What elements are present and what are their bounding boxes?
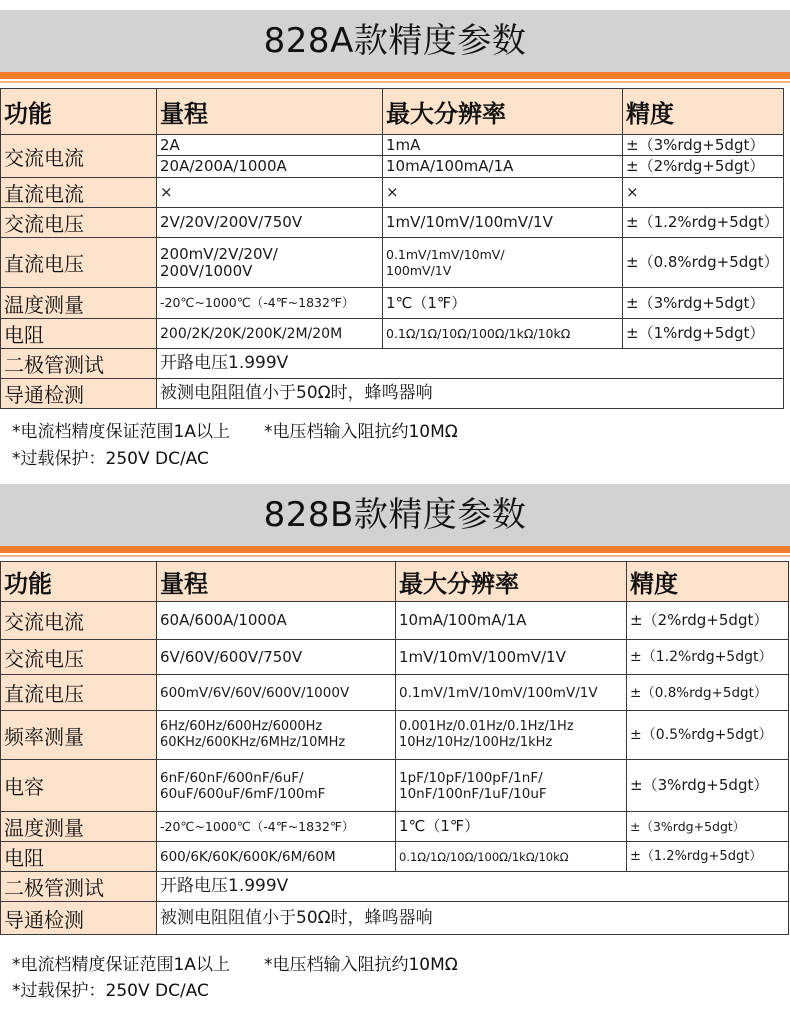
table-row <box>1 902 789 935</box>
accuracy-cell: × <box>623 178 784 208</box>
accent-stripe <box>0 546 790 553</box>
table-row <box>1 640 789 675</box>
header-accuracy: 精度 <box>627 562 789 602</box>
note-current: *电流档精度保证范围1A以上 <box>12 955 230 975</box>
spec-table-a <box>0 88 784 409</box>
resolution-line: 0.001Hz/0.01Hz/0.1Hz/1Hz <box>399 719 574 734</box>
function-cell: 二极管测试 <box>1 872 157 902</box>
note-current: *电流档精度保证范围1A以上 <box>12 422 230 442</box>
range-line: 6Hz/60Hz/600Hz/6000Hz <box>160 719 323 734</box>
note-impedance: *电压档输入阻抗约10MΩ <box>263 955 458 975</box>
accuracy-cell: ±（1%rdg+5dgt） <box>623 319 784 349</box>
table-row <box>1 319 784 349</box>
function-cell: 交流电压 <box>1 640 157 675</box>
accuracy-cell: ±（0.5%rdg+5dgt） <box>627 711 789 760</box>
resolution-line: 0.1mV/1mV/10mV/ <box>386 246 505 262</box>
section-b-title: 828B款精度参数 <box>0 484 790 546</box>
accuracy-cell: ±（2%rdg+5dgt） <box>627 602 789 640</box>
note-overload: *过载保护：250V DC/AC <box>12 449 209 469</box>
spec-table-b <box>0 561 789 935</box>
function-cell: 频率测量 <box>1 711 157 760</box>
range-cell: 600/6K/60K/600K/6M/60M <box>157 842 396 872</box>
range-line: 200V/1000V <box>160 261 253 280</box>
resolution-line: 100mV/1V <box>386 262 452 278</box>
header-range: 量程 <box>157 562 396 602</box>
note-impedance: *电压档输入阻抗约10MΩ <box>263 422 458 442</box>
notes-line <box>12 420 458 444</box>
accuracy-cell: ±（1.2%rdg+5dgt） <box>627 842 789 872</box>
span-cell: 开路电压1.999V <box>157 349 784 379</box>
table-row <box>1 675 789 711</box>
function-cell: 导通检测 <box>1 379 157 409</box>
table-row <box>1 842 789 872</box>
resolution-line: 1pF/10pF/100pF/1nF/ <box>399 769 543 786</box>
header-resolution: 最大分辨率 <box>396 562 627 602</box>
accuracy-cell: ±（2%rdg+5dgt） <box>623 155 783 177</box>
notes-line <box>12 953 458 977</box>
resolution-cell: 1mV/10mV/100mV/1V <box>396 640 627 675</box>
function-cell: 直流电流 <box>1 178 157 208</box>
resolution-line: 10Hz/10Hz/100Hz/1kHz <box>399 735 553 750</box>
accuracy-cell: ±（1.2%rdg+5dgt） <box>623 208 784 238</box>
range-line: 60uF/600uF/6mF/100mF <box>160 785 326 802</box>
function-cell: 交流电压 <box>1 208 157 238</box>
header-function: 功能 <box>1 89 157 135</box>
function-cell: 温度测量 <box>1 812 157 842</box>
resolution-cell: 10mA/100mA/1A <box>383 155 622 177</box>
span-cell: 被测电阻阻值小于50Ω时，蜂鸣器响 <box>157 379 784 409</box>
note-overload: *过载保护：250V DC/AC <box>12 981 209 1001</box>
function-cell: 直流电压 <box>1 675 157 711</box>
resolution-cell: 10mA/100mA/1A <box>396 602 627 640</box>
function-cell: 电阻 <box>1 319 157 349</box>
function-cell: 导通检测 <box>1 902 157 935</box>
table-row <box>1 208 784 238</box>
resolution-cell: 1mV/10mV/100mV/1V <box>383 208 623 238</box>
header-range: 量程 <box>157 89 383 135</box>
function-cell: 交流电流 <box>1 602 157 640</box>
section-a-title: 828A款精度参数 <box>0 10 790 72</box>
range-cell: -20℃~1000℃（-4℉~1832℉） <box>157 812 396 842</box>
resolution-cell: 0.1Ω/1Ω/10Ω/100Ω/1kΩ/10kΩ <box>383 319 623 349</box>
resolution-cell: × <box>383 178 623 208</box>
accuracy-cell: ±（3%rdg+5dgt） <box>623 288 784 319</box>
table-row <box>1 812 789 842</box>
range-cell: -20℃~1000℃（-4℉~1832℉） <box>157 288 383 319</box>
range-cell: 6V/60V/600V/750V <box>157 640 396 675</box>
range-line: 200mV/2V/20V/ <box>160 244 278 263</box>
resolution-line: 10nF/100nF/1uF/10uF <box>399 785 547 802</box>
resolution-cell: 0.1Ω/1Ω/10Ω/100Ω/1kΩ/10kΩ <box>396 842 627 872</box>
function-cell: 电阻 <box>1 842 157 872</box>
range-cell: 600mV/6V/60V/600V/1000V <box>157 675 396 711</box>
header-function: 功能 <box>1 562 157 602</box>
table-row <box>1 760 789 812</box>
range-cell: 20A/200A/1000A <box>157 155 382 177</box>
range-cell: × <box>157 178 383 208</box>
resolution-cell: 1mA <box>386 136 421 154</box>
span-cell: 被测电阻阻值小于50Ω时，蜂鸣器响 <box>157 902 789 935</box>
table-row <box>1 872 789 902</box>
table-row <box>1 238 784 288</box>
resolution-cell: 0.1mV/1mV/10mV/100mV/1V <box>396 675 627 711</box>
resolution-cell: 1℃（1℉） <box>383 288 623 319</box>
table-row <box>1 178 784 208</box>
table-header-row <box>1 89 784 135</box>
table-row <box>1 349 784 379</box>
table-header-row <box>1 562 789 602</box>
range-line: 60KHz/600KHz/6MHz/10MHz <box>160 735 346 750</box>
accuracy-cell: ±（3%rdg+5dgt） <box>627 760 789 812</box>
range-cell: 2A <box>160 136 180 154</box>
accuracy-cell: ±（0.8%rdg+5dgt） <box>627 675 789 711</box>
accuracy-cell: ±（3%rdg+5dgt） <box>627 812 789 842</box>
function-cell: 直流电压 <box>1 238 157 288</box>
span-cell: 开路电压1.999V <box>157 872 789 902</box>
header-resolution: 最大分辨率 <box>383 89 623 135</box>
table-row <box>1 288 784 319</box>
resolution-cell: 1℃（1℉） <box>396 812 627 842</box>
table-row <box>1 711 789 760</box>
table-row <box>1 379 784 409</box>
function-cell: 温度测量 <box>1 288 157 319</box>
accent-stripe-thin <box>0 81 790 83</box>
range-cell: 60A/600A/1000A <box>157 602 396 640</box>
accuracy-cell: ±（1.2%rdg+5dgt） <box>627 640 789 675</box>
accuracy-cell: ±（3%rdg+5dgt） <box>626 136 765 154</box>
header-accuracy: 精度 <box>623 89 784 135</box>
accent-stripe-thin <box>0 555 790 557</box>
table-row <box>1 135 784 178</box>
function-cell: 二极管测试 <box>1 349 157 379</box>
accent-stripe <box>0 72 790 79</box>
function-cell: 电容 <box>1 760 157 812</box>
range-cell: 2V/20V/200V/750V <box>157 208 383 238</box>
range-line: 6nF/60nF/600nF/6uF/ <box>160 769 304 786</box>
function-cell: 交流电流 <box>1 135 157 178</box>
accuracy-cell: ±（0.8%rdg+5dgt） <box>623 238 784 288</box>
table-row <box>1 602 789 640</box>
range-cell: 200/2K/20K/200K/2M/20M <box>157 319 383 349</box>
